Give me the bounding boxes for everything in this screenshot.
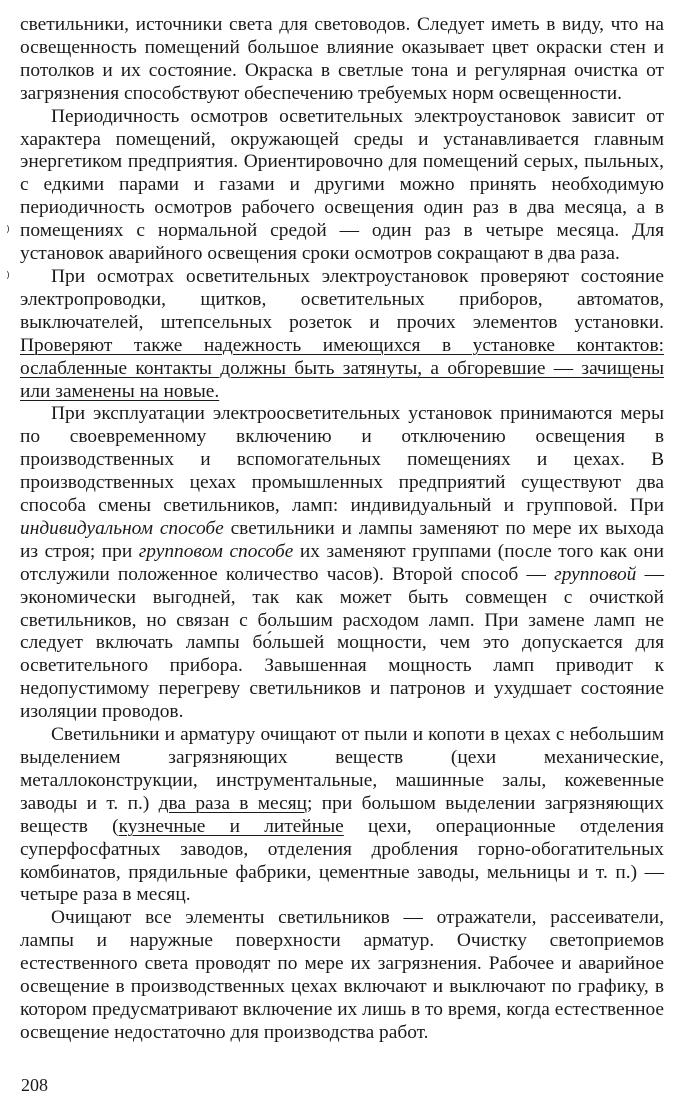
document-body: [20, 14, 664, 1045]
text-run: кузнечные и литейные: [118, 815, 344, 837]
paragraph-4: [20, 403, 664, 724]
text-run: — экономически выгодней, так как может быть совмещен с очисткой светильников, но связан с большим расходом ламп. При замене ламп не следует включать лампы бо́льшей мощности, чем это допускается для осветительного прибора. Завышенная мощность ламп приводит к недопустимому перегреву светильников и патронов и ухудшает состояние изоляции проводов.: [20, 563, 664, 723]
text-run: групповом способе: [138, 540, 294, 562]
text-run: их заменяют группами (после того как они отслужили положенное количество часов). Второй способ —: [20, 540, 664, 585]
text-run: Проверяют также надежность имеющихся в установке контактов: ослабленные контакты должны быть затянуты, а обгоревшие — зачищены или заменены на новые.: [20, 334, 664, 402]
text-run: При эксплуатации электроосветительных установок принимаются меры по своевременному включению и отключению освещения в производственных и вспомогательных помещениях и цехах. В производственных цехах промышленных предприятий существуют два способа смены светильников, ламп: индивидуальный и групповой. При: [20, 403, 664, 517]
text-run: цехи, операционные отделения суперфосфатных заводов, отделения дробления горно-обогатительных комбинатов, прядильные фабрики, цементные заводы, мельницы и т. п.) — четыре раза в месяц.: [20, 815, 664, 906]
text-run: ; при большом выделении загрязняющих веществ (: [20, 792, 664, 837]
margin-pencil-mark: ⁾: [6, 224, 10, 241]
paragraph-1: [20, 14, 664, 106]
text-run: светильники, источники света для световодов. Следует иметь в виду, что на освещенность помещений большое влияние оказывает цвет окраски стен и потолков и их состояние. Окраска в светлые тона и регулярная очистка от загрязнения способствуют обеспечению требуемых норм освещенности.: [20, 14, 664, 104]
text-run: При осмотрах осветительных электроустановок проверяют состояние электропроводки, щитков, осветительных приборов, автоматов, выключателей, штепсельных розеток и прочих элементов установки.: [20, 265, 664, 333]
paragraph-2: [20, 106, 664, 266]
text-run: Периодичность осмотров осветительных электроустановок зависит от характера помещений, окружающей среды и устанавливается главным энергетиком предприятия. Ориентировочно для помещений серых, пыльных, с едкими парами и газами и другими можно принять необходимую периодичность осмотров рабочего освещения один раз в два месяца, а в помещениях с нормальной средой — один раз в четыре месяца. Для установок аварийного освещения сроки осмотров сокращают в два раза.: [20, 105, 664, 265]
text-run: групповой: [554, 563, 637, 585]
text-run: светильники и лампы заменяют по мере их выхода из строя; при: [20, 517, 664, 562]
text-run: индивидуальном способе: [20, 517, 224, 539]
text-run: два раза в месяц: [158, 792, 308, 814]
margin-pencil-mark: ⁾: [6, 270, 10, 287]
text-run: Светильники и арматуру очищают от пыли и копоти в цехах с небольшим выделением загрязняющих веществ (цехи механические, металлоконструкции, инструментальные, машинные залы, кожевенные заводы и т. п.): [20, 724, 664, 814]
text-run: Очищают все элементы светильников — отражатели, рассеиватели, лампы и наружные поверхности арматур. Очистку светоприемов естественного света проводят по мере их загрязнения. Рабочее и аварийное освещение в производственных цехах включают и выключают по графику, в котором предусматривают включение их лишь в то время, когда естественное освещение недостаточно для производства работ.: [20, 907, 664, 1043]
paragraph-5: [20, 724, 664, 907]
paragraph-6: [20, 907, 664, 1044]
paragraph-3: [20, 266, 664, 403]
page-number: 208: [21, 1075, 48, 1095]
